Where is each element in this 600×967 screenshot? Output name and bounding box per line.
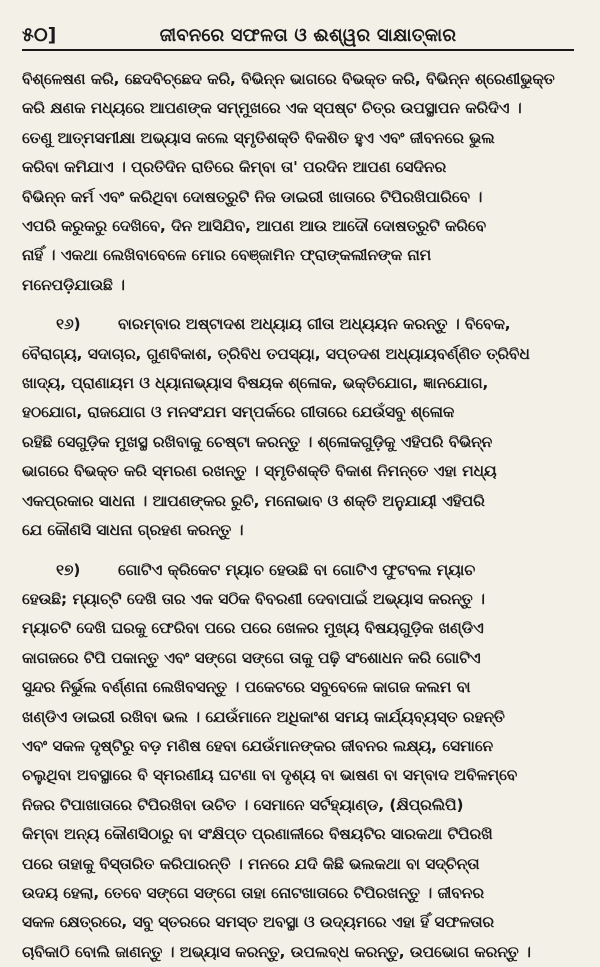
text-line: ଯେ କୌଣସି ସାଧନା ଗ୍ରହଣ କରନ୍ତୁ ।: [22, 516, 574, 545]
text-line: ଏପରି କରୁକରୁ ଦେଖିବେ, ଦିନ ଆସିଯିବ, ଆପଣ ଆଉ ଆଦୌ ଦୋଷତ୍ରୁଟି କରିବେ: [22, 212, 574, 241]
text-line: ହେଉଛି; ମ୍ୟାଚ୍‌ଟି ଦେଖି ତାର ଏକ ସଠିକ ବିବରଣୀ ଦେବାପାଇଁ ଅଭ୍ୟାସ କରନ୍ତୁ ।: [22, 585, 574, 614]
text-line: ଉଦୟ ହେଲା, ତେବେ ସଙ୍ଗେ ସଙ୍ଗେ ତାହା ନୋଟଖାତାରେ ଟିପିରଖନ୍ତୁ । ଜୀବନର: [22, 879, 574, 908]
text-line: ସୁନ୍ଦର ନିର୍ଭୁଲ ବର୍ଣ୍ଣନା ଲେଖିବସନ୍ତୁ । ପକେଟରେ ସବୁବେଳେ କାଗଜ କଲମ ବା: [22, 673, 574, 702]
text-line: କାଗଜରେ ଟିପି ପକାନ୍ତୁ ଏବଂ ସଙ୍ଗେ ସଙ୍ଗେ ତାକୁ ପଢ଼ି ସଂଶୋଧନ କରି ଗୋଟିଏ: [22, 644, 574, 673]
paragraph: [22, 65, 574, 300]
text-line: ହଠଯୋଗ, ରାଜଯୋଗ ଓ ମନସଂଯମ ସମ୍ପର୍କରେ ଗୀତାରେ ଯେଉଁସବୁ ଶ୍ଳୋକ: [22, 398, 574, 427]
page-number: ୫୦]: [22, 24, 82, 46]
text-line: କିମ୍ବା ଅନ୍ୟ କୌଣସିଠାରୁ ବା ସଂକ୍ଷିପ୍ତ ପ୍ରଣାଳୀରେ ବିଷୟଟିର ସାରକଥା ଟିପିରଖି: [22, 820, 574, 849]
text-line: ତେଣୁ ଆତ୍ମସମୀକ୍ଷା ଅଭ୍ୟାସ କଲେ ସ୍ମୃତିଶକ୍ତି ବିକଶିତ ହୁଏ ଏବଂ ଜୀବନରେ ଭୁଲ: [22, 124, 574, 153]
text-line: ଏକପ୍ରକାର ସାଧନା । ଆପଣଙ୍କର ରୁଚି, ମନୋଭାବ ଓ ଶକ୍ତି ଅନୁଯାୟୀ ଏହିପରି: [22, 487, 574, 516]
paragraph-17: [22, 556, 574, 967]
text-line: ରହିଛି ସେଗୁଡ଼ିକ ମୁଖସ୍ଥ ରଖିବାକୁ ଚେଷ୍ଟା କରନ୍ତୁ । ଶ୍ଳୋକଗୁଡ଼ିକୁ ଏହିପରି ବିଭିନ୍ନ: [22, 428, 574, 457]
running-title: ଜୀବନରେ ସଫଳତା ଓ ଈଶ୍ୱର ସାକ୍ଷାତ୍କାର: [82, 25, 574, 46]
text-line: କରି କ୍ଷଣକ ମଧ୍ୟରେ ଆପଣଙ୍କ ସମ୍ମୁଖରେ ଏକ ସ୍ପଷ୍ଟ ଚିତ୍ର ଉପସ୍ଥାପନ କରିଦିଏ ।: [22, 94, 574, 123]
text-line: ବିଭିନ୍ନ କର୍ମ ଏବଂ କରିଥିବା ଦୋଷତ୍ରୁଟି ନିଜ ଡାଇରୀ ଖାତାରେ ଟିପିରଖିପାରିବେ ।: [22, 183, 574, 212]
text-line: ଖଣ୍ଡିଏ ଡାଇରୀ ରଖିବା ଭଲ । ଯେଉଁମାନେ ଅଧିକାଂଶ ସମୟ କାର୍ଯ୍ୟବ୍ୟସ୍ତ ରହନ୍ତି: [22, 703, 574, 732]
text-line: ବୈରାଗ୍ୟ, ସଦାଚାର, ଗୁଣବିକାଶ, ତ୍ରିବିଧ ତପସ୍ୟା, ସପ୍ତଦଶ ଅଧ୍ୟାୟବର୍ଣ୍ଣିତ ତ୍ରିବିଧ: [22, 340, 574, 369]
text-line-content: ବାରମ୍ବାର ଅଷ୍ଟାଦଶ ଅଧ୍ୟାୟ ଗୀତା ଅଧ୍ୟୟନ କରନ୍ତୁ । ବିବେକ,: [118, 315, 511, 333]
paragraph-16: [22, 310, 574, 545]
paragraph-number: ୧୬): [56, 310, 118, 339]
text-line: ଭାଗରେ ବିଭକ୍ତ କରି ସ୍ମରଣ ରଖନ୍ତୁ । ସ୍ମୃତିଶକ୍ତି ବିକାଶ ନିମନ୍ତେ ଏହା ମଧ୍ୟ: [22, 457, 574, 486]
text-line: ସକଳ କ୍ଷେତ୍ରରେ, ସବୁ ସ୍ତରରେ ସମସ୍ତ ଅବସ୍ଥା ଓ ଉଦ୍ୟମରେ ଏହା ହିଁ ସଫଳତାର: [22, 908, 574, 937]
text-line: ଖାଦ୍ୟ, ପ୍ରାଣାୟମ ଓ ଧ୍ୟାନାଭ୍ୟାସ ବିଷୟକ ଶ୍ଳୋକ, ଭକ୍ତିଯୋଗ, ଜ୍ଞାନଯୋଗ,: [22, 369, 574, 398]
text-line: ପରେ ତାହାକୁ ବିସ୍ତାରିତ କରିପାରନ୍ତି । ମନରେ ଯଦି କିଛି ଭଲକଥା ବା ସଦ୍‌ଚିନ୍ତା: [22, 850, 574, 879]
page-header: [22, 14, 574, 51]
text-line: [22, 310, 574, 339]
text-line: ଚାବିକାଠି ବୋଲି ଜାଣନ୍ତୁ । ଅଭ୍ୟାସ କରନ୍ତୁ, ଉପଲବ୍ଧ କରନ୍ତୁ, ଉପଭୋଗ କରନ୍ତୁ ।: [22, 938, 574, 967]
paragraph-number: ୧୭): [56, 556, 118, 585]
text-line: ମ୍ୟାଚଟି ଦେଖି ଘରକୁ ଫେରିବା ପରେ ପରେ ଖେଳର ମୁଖ୍ୟ ବିଷୟଗୁଡ଼ିକ ଖଣ୍ଡିଏ: [22, 614, 574, 643]
text-line: ନିଜର ଟିପାଖାତାରେ ଟିପିରଖିବା ଉଚିତ । ସେମାନେ ସର୍ଟହ୍ୟାଣ୍ଡ, (କ୍ଷିପ୍ରଲିପି): [22, 791, 574, 820]
text-line: ଏବଂ ସକଳ ଦୃଷ୍ଟିରୁ ବଡ଼ ମଣିଷ ହେବା ଯେଉଁମାନଙ୍କର ଜୀବନର ଲକ୍ଷ୍ୟ, ସେମାନେ: [22, 732, 574, 761]
text-line: ନାହିଁ । ଏକଥା ଲେଖିବାବେଳେ ମୋର ବେଞ୍ଜାମିନ ଫ୍ରାଙ୍କଲୀନଙ୍କ ନାମ: [22, 241, 574, 270]
text-line: ଚଲୁଥିବା ଅବସ୍ଥାରେ ବି ସ୍ମରଣୀୟ ଘଟଣା ବା ଦୃଶ୍ୟ ବା ଭାଷଣ ବା ସମ୍ବାଦ ଅବିଳମ୍ବେ: [22, 761, 574, 790]
text-line: ମନେପଡ଼ିଯାଉଛି ।: [22, 271, 574, 300]
text-line-content: ଗୋଟିଏ କ୍ରିକେଟ ମ୍ୟାଚ ହେଉଛି ବା ଗୋଟିଏ ଫୁଟବଲ ମ୍ୟାଚ: [118, 561, 475, 579]
page-body: [22, 65, 574, 967]
text-line: ବିଶ୍ଳେଷଣ କରି, ଛେଦବିଚ୍ଛେଦ କରି, ବିଭିନ୍ନ ଭାଗରେ ବିଭକ୍ତ କରି, ବିଭିନ୍ନ ଶ୍ରେଣୀଭୁକ୍ତ: [22, 65, 574, 94]
text-line: କରିବା କମିଯାଏ । ପ୍ରତିଦିନ ରାତିରେ କିମ୍ବା ତା' ପରଦିନ ଆପଣ ସେଦିନର: [22, 153, 574, 182]
text-line: [22, 556, 574, 585]
